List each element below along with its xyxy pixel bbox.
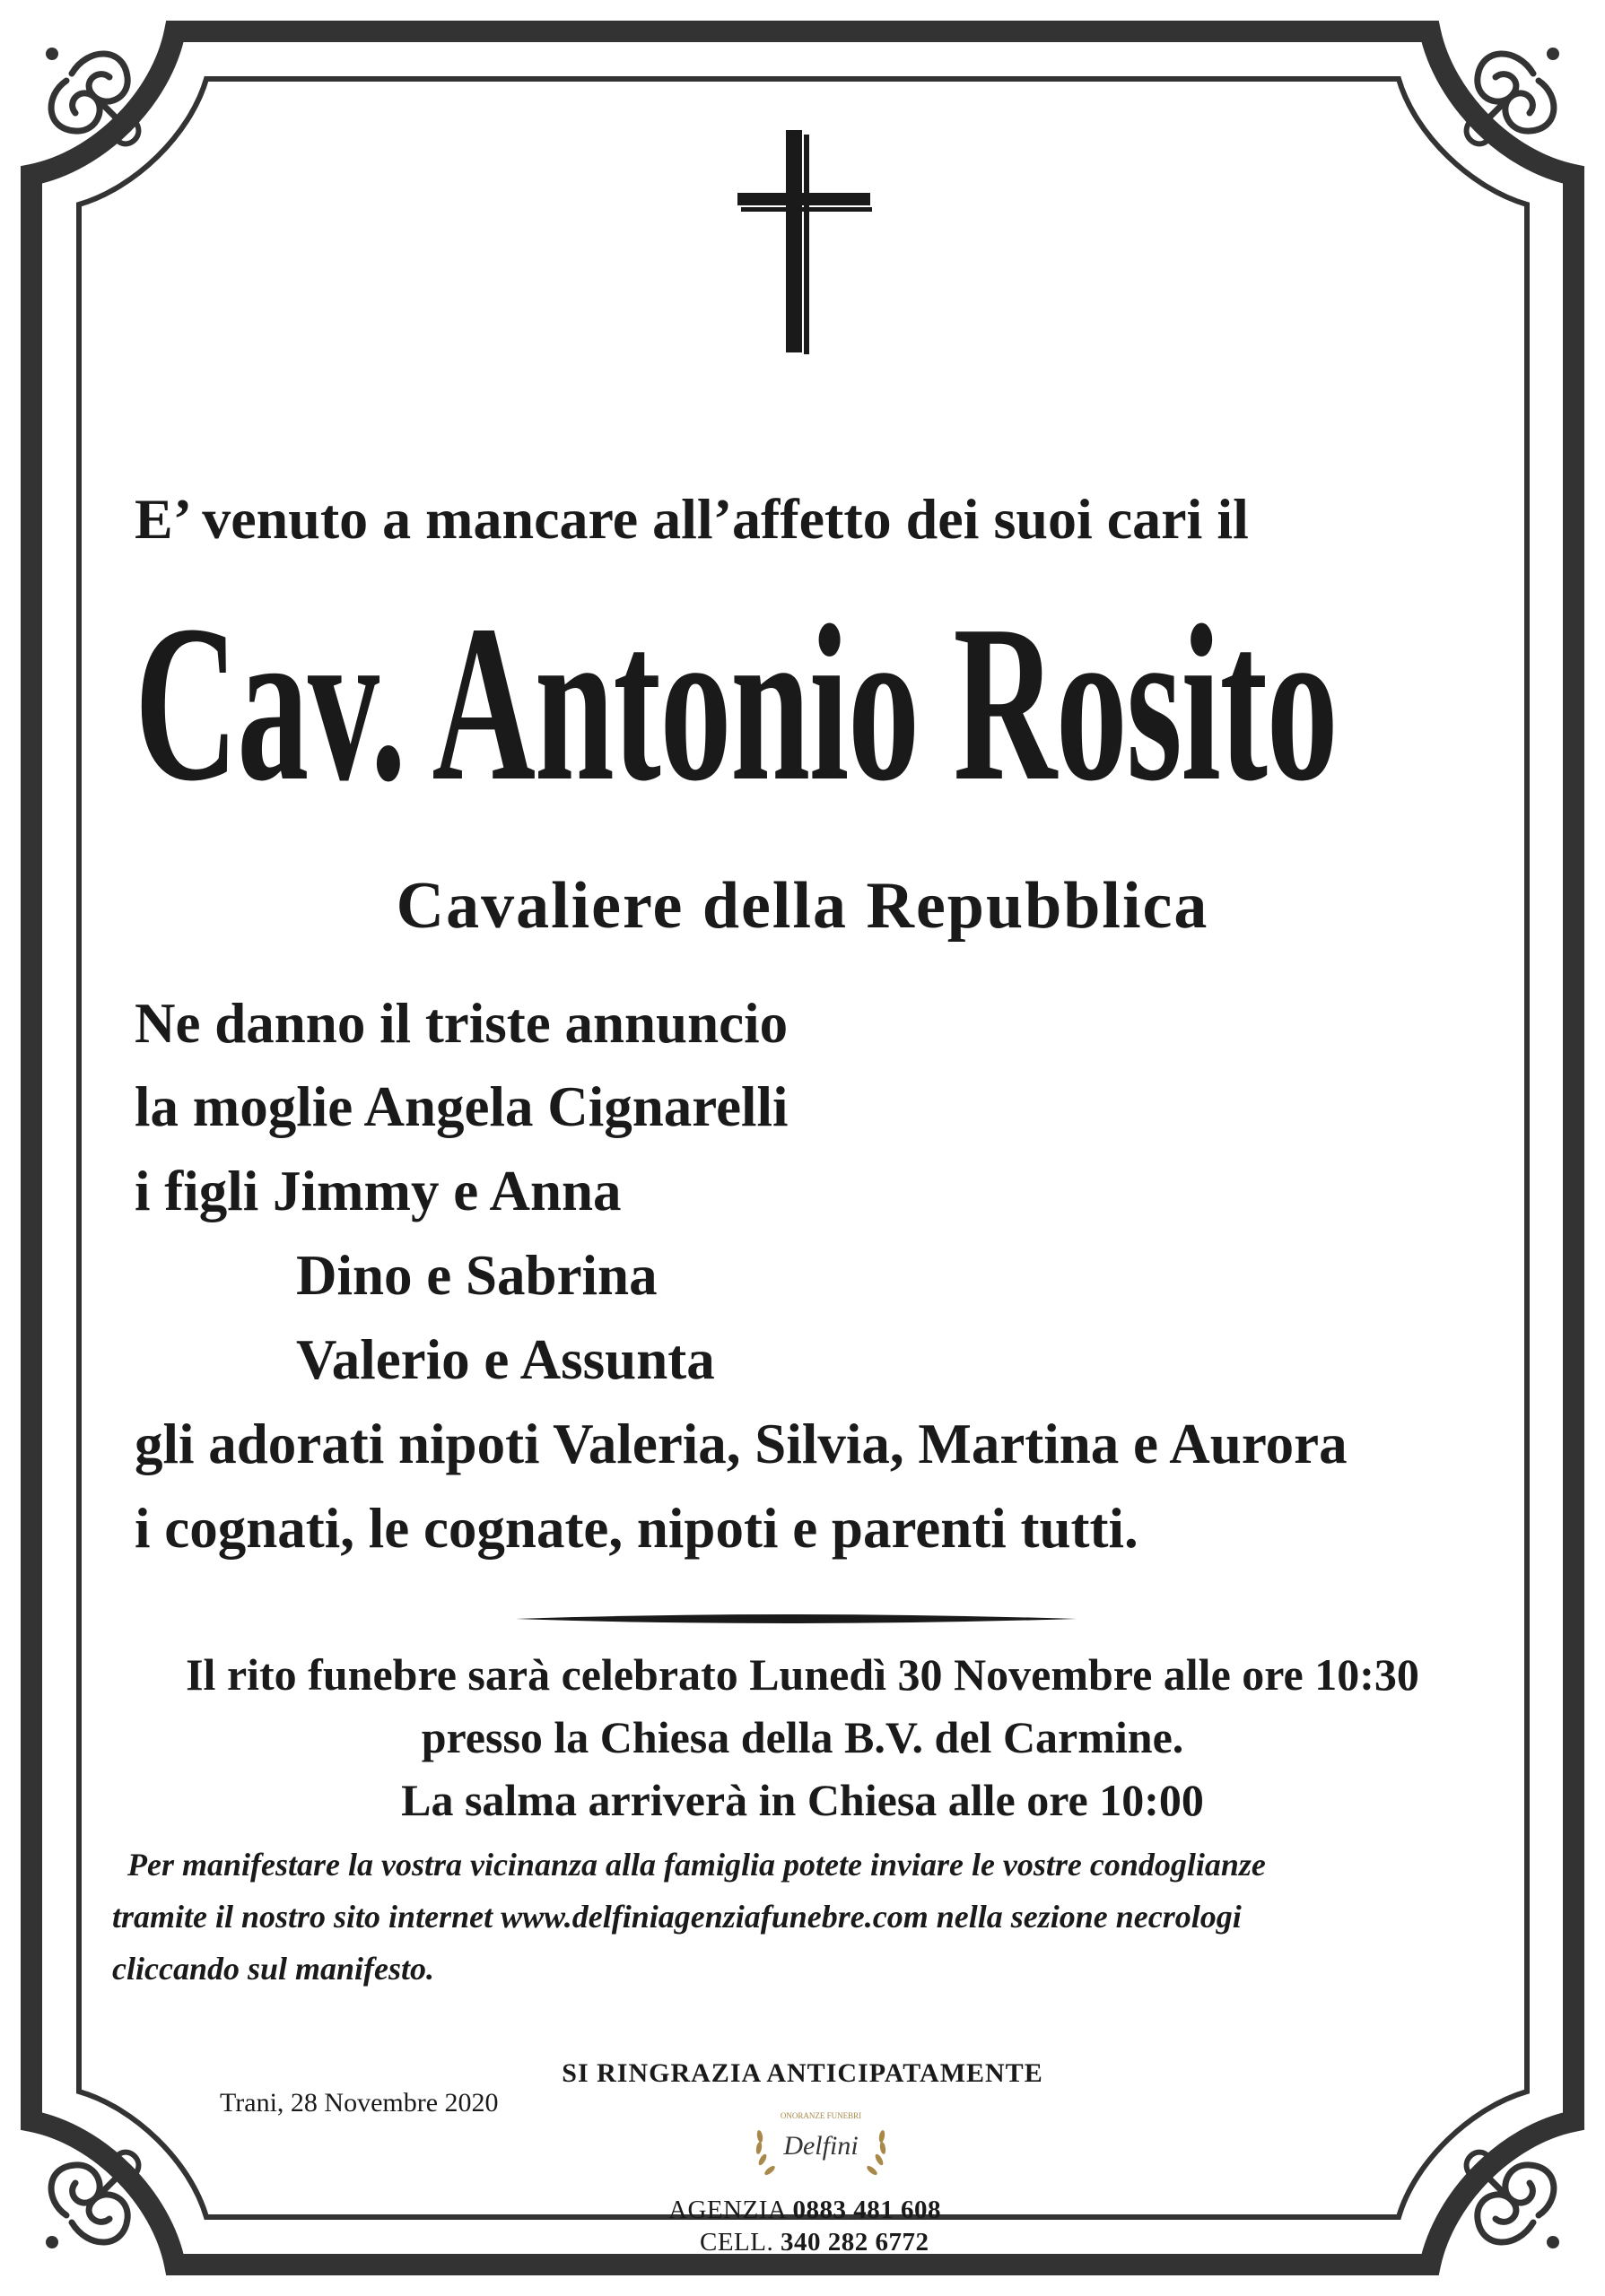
corner-ornament-icon <box>46 48 138 144</box>
funeral-info-line: presso la Chiesa della B.V. del Carmine. <box>421 1712 1184 1762</box>
agency-phone <box>668 2196 941 2225</box>
logo-tagline: ONORANZE FUNEBRI <box>780 2111 862 2120</box>
corner-ornament-icon <box>1467 2152 1559 2248</box>
place-date: Trani, 28 Novembre 2020 <box>220 2088 499 2118</box>
agency-phone-label: AGENZIA <box>668 2196 786 2224</box>
intro-text: E’ venuto a mancare all’affetto dei suoi cari il <box>135 487 1249 551</box>
divider-line <box>516 1614 1077 1623</box>
logo-name: Delfini <box>783 2131 859 2161</box>
agency-phone-number: 0883 481 608 <box>792 2196 942 2224</box>
agency-logo <box>736 2099 906 2188</box>
announcement-line: i cognati, le cognate, nipoti e parenti tutti. <box>135 1497 1138 1560</box>
announcement-line: Valerio e Assunta <box>296 1328 715 1391</box>
thanks-text: SI RINGRAZIA ANTICIPATAMENTE <box>562 2058 1043 2088</box>
corner-ornament-icon <box>1467 48 1559 144</box>
corner-ornament-icon <box>46 2152 138 2248</box>
announcement-line: Dino e Sabrina <box>296 1244 658 1307</box>
agency-cell <box>700 2228 929 2257</box>
announcement-line: i figli Jimmy e Anna <box>135 1160 622 1222</box>
condolence-line: tramite il nostro sito internet www.delfiniagenziafunebre.com nella sezione necrologi <box>112 1899 1242 1935</box>
announcement-line: gli adorati nipoti Valeria, Silvia, Martina e Aurora <box>135 1413 1348 1475</box>
announcement-line: la moglie Angela Cignarelli <box>135 1075 789 1138</box>
honorific-title: Cavaliere della Repubblica <box>396 869 1209 943</box>
latin-cross-icon <box>737 130 872 354</box>
announcement-line: Ne danno il triste annuncio <box>135 992 789 1055</box>
agency-cell-number: 340 282 6772 <box>781 2228 929 2257</box>
condolence-line: Per manifestare la vostra vicinanza alla famiglia potete inviare le vostre condoglianze <box>127 1847 1266 1883</box>
funeral-info-line: Il rito funebre sarà celebrato Lunedì 30 Novembre alle ore 10:30 <box>186 1649 1419 1700</box>
condolence-line: cliccando sul manifesto. <box>112 1951 434 1987</box>
deceased-name: Cav. Antonio Rosito <box>135 579 1338 828</box>
agency-cell-label: CELL. <box>700 2228 774 2257</box>
funeral-info-line: La salma arriverà in Chiesa alle ore 10:00 <box>401 1775 1204 1825</box>
